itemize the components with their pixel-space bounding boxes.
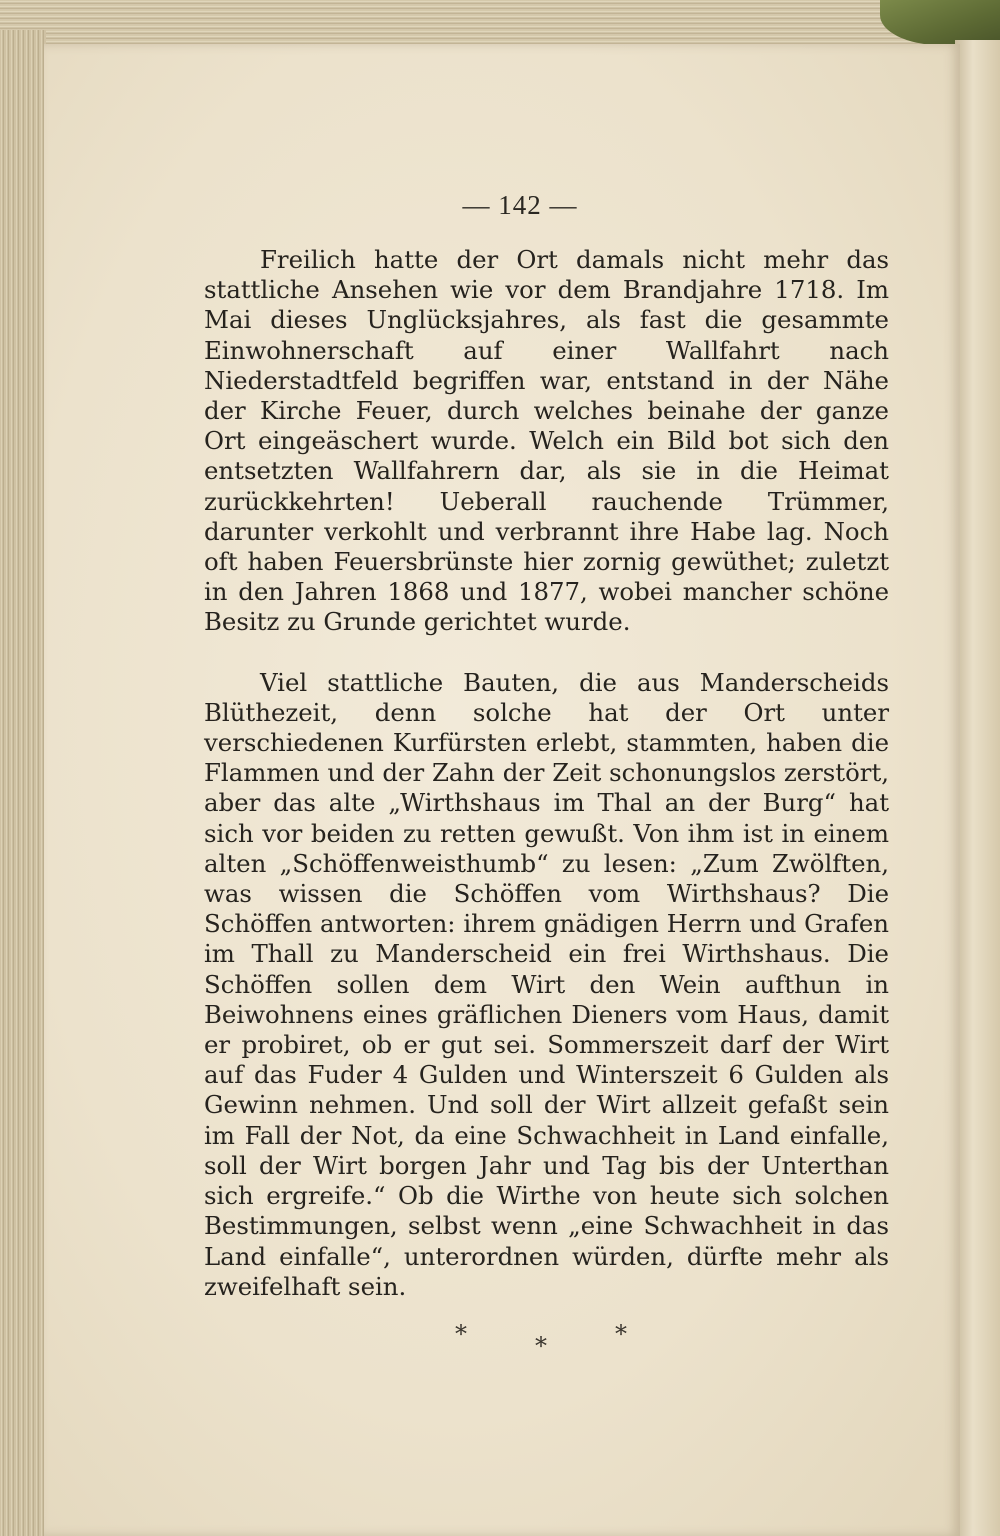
paragraph-2: Viel stattliche Bauten, die aus Manderscheids Blüthezeit, denn solche hat der Ort unter verschiedenen Kurfürsten erlebt, stammten, haben die Flammen und der Zahn der Zeit schonungslos zerstört, aber das alte „Wirthshaus im Thal an der Burg“ hat sich vor beiden zu retten gewußt. Von ihm ist in einem alten „Schöffenweisthumb“ zu lesen: „Zum Zwölften, was wissen die Schöffen vom Wirthshaus? Die Schöffen antworten: ihrem gnädigen Herrn und Grafen im Thall zu Manderscheid ein frei Wirthshaus. Die Schöffen sollen dem Wirt den Wein aufthun in Beiwohnens eines gräflichen Dieners vom Haus, damit er probiret, ob er gut sei. Sommerszeit darf der Wirt auf das Fuder 4 Gulden und Winterszeit 6 Gulden als Gewinn nehmen. Und soll der Wirt allzeit gefaßt sein im Fall der Not, da eine Schwachheit in Land einfalle, soll der Wirt borgen Jahr und Tag bis der Unterthan sich ergreife.“ Ob die Wirthe von heute sich solchen Bestimmungen, selbst wenn „eine Schwachheit in das Land einfalle“, unterordnen würden, dürfte mehr als zweifelhaft sein.: [204, 667, 889, 1301]
page-edges-left: [0, 30, 46, 1536]
paragraph-1: Freilich hatte der Ort damals nicht mehr das stattliche Ansehen wie vor dem Brandjahre 1718. Im Mai dieses Unglücksjahres, als fast die gesammte Einwohnerschaft auf einer Wallfahrt nach Niederstadtfeld begriffen war, entstand in der Nähe der Kirche Feuer, durch welches beinahe der ganze Ort eingeäschert wurde. Welch ein Bild bot sich den entsetzten Wallfahrern dar, als sie in die Heimat zurückkehrten! Ueberall rauchende Trümmer, darunter verkohlt und verbrannt ihre Habe lag. Noch oft haben Feuersbrünste hier zornig gewüthet; zuletzt in den Jahren 1868 und 1877, wobei mancher schöne Besitz zu Grunde gerichtet wurde.: [204, 245, 889, 637]
body-text: [204, 245, 889, 1302]
asterisk-left: *: [455, 1320, 467, 1348]
asterisk-center: *: [535, 1332, 547, 1360]
page-number: — 142 —: [462, 190, 578, 220]
section-separator: [440, 1320, 640, 1370]
asterisk-right: *: [615, 1320, 627, 1348]
next-page-edge: [955, 40, 1000, 1536]
